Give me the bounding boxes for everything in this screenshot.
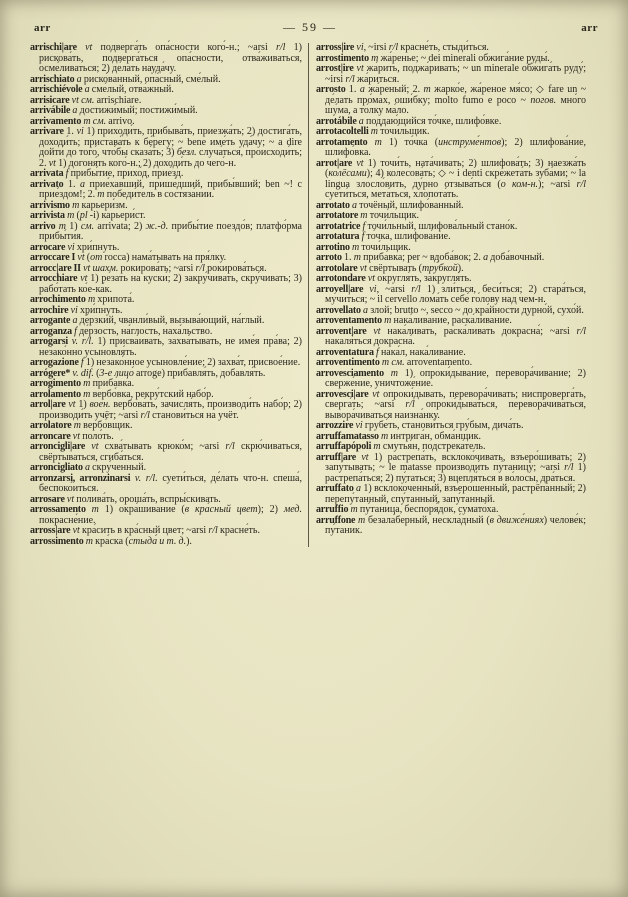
grammar-label: m [370, 126, 378, 137]
grammar-label: f [361, 231, 365, 242]
entry-headword: arrotondare [316, 273, 366, 284]
dictionary-entry: arroganza f де́рзость, на́глость, наха́льство. [30, 325, 213, 337]
dictionary-entry: arrógere* v. dif. (3-е лицо́ arroge) прибавля́ть, добавля́ть. [30, 367, 266, 379]
running-head-right: arr [581, 22, 598, 34]
entry-headword: arrógere* [30, 367, 71, 379]
entry-headword: arroventamento [316, 315, 382, 326]
entry-headword: arroto [316, 252, 342, 263]
grammar-label: a [363, 304, 369, 316]
dictionary-entry: arrivato 1. a прие́хавший, прише́дший, прибы́вший; ben ~! с прие́здом!; 2. m победи́тель в состяза́нии. [30, 178, 302, 200]
entry-headword: arrogarsi [30, 336, 69, 347]
entry-headword: arrischi|are [30, 42, 77, 53]
grammar-label: vi [356, 42, 364, 53]
dictionary-entry: arrovell|are vi, ~arsi r/l 1) зли́ться, беси́ться; 2) стара́ться, му́читься; ~ il cervello лома́ть себе́ го́лову над чем-н. [316, 283, 587, 305]
dictionary-entry: arruffamatasso m интрига́н, обма́нщик. [316, 430, 481, 442]
grammar-label: r/l [275, 42, 286, 53]
dictionary-entry: arroventimento m см. arroventamento. [316, 357, 473, 368]
dictionary-entry: arroncare vt поло́ть. [30, 430, 114, 442]
entry-headword: arrocchiare [30, 273, 78, 284]
grammar-label: m [67, 210, 75, 221]
dictionary-entry: arrotacoltelli m точи́льщик. [316, 126, 430, 137]
entry-headword: arronzarsi, arronzinarsi [30, 472, 131, 484]
entry-headword: arrossamento [30, 504, 86, 515]
grammar-label: m [360, 210, 368, 221]
dictionary-entry: arroto 1. m приба́вка; per ~ вдоба́вок; 2. a доба́вочный. [316, 252, 545, 263]
entry-headword: arrochimento [30, 294, 86, 305]
grammar-label: r/l [411, 283, 421, 295]
grammar-label: a [359, 84, 365, 95]
grammar-label: a [72, 105, 78, 116]
entry-headword: arrogimento [30, 378, 81, 389]
dictionary-entry: arrosto 1. a жа́реный; 2. m жарко́е, жа́реное мя́со; ◇ fare un ~ де́лать про́мах, оши́бку; molto fumo e poco ~ погов. мно́го шу́ма, а то́лку ма́ло. [316, 84, 587, 116]
grammar-label: vt [80, 273, 88, 284]
entry-headword: arroganza [30, 325, 72, 337]
grammar-label: vt [356, 157, 364, 169]
dictionary-entry: arruff|are vt 1) растрепа́ть, всклоко́чивать, взъеро́шивать; 2) запу́тывать; ~ le matasse производи́ть пу́таницу; ~arsi r/l 1) растрепа́ться; 2) пу́таться; 3) вцепля́ться в во́лосы, дра́ться. [316, 451, 587, 484]
dictionary-entry: arrostimento m жа́ренье; ~ dei minerali обжига́ние руды́. [316, 52, 550, 64]
grammar-label: a [358, 115, 364, 127]
dictionary-entry: arrotino m точи́льщик. [316, 241, 411, 253]
grammar-label: m [423, 84, 431, 95]
dictionary-entry: arrossamento m 1) окра́шивание (в кра́сный цвет); 2) мед. покрасне́ние. [30, 504, 302, 526]
grammar-label: стыда́ и т. д. [128, 535, 187, 547]
grammar-label: инструме́нтов [438, 136, 502, 148]
entry-headword: arrotamento [316, 136, 368, 148]
grammar-label: r/l [576, 325, 586, 337]
grammar-label: m [358, 514, 366, 526]
page-number: — 59 — [283, 20, 337, 34]
dictionary-entry: arrot|are vt 1) точи́ть, ната́чивать; 2) шлифова́ть; 3) наезжа́ть (колёсами); 4) колесова́ть; ◇ ~ i denti скрежета́ть зуба́ми; ~ la lingua злосло́вить, ду́рно отзыва́ться (о ком-н.); ~arsi r/l суети́ться, мета́ться, хлопота́ть. [316, 157, 586, 200]
grammar-label: m [381, 357, 390, 368]
grammar-label: мед. [283, 504, 302, 515]
grammar-label: r/l [405, 399, 415, 410]
dictionary-entry: arroncigliato a скру́ченный. [30, 462, 147, 473]
dictionary-entry: arrotolare vt свёртывать (тру́бкой). [316, 262, 464, 274]
grammar-label: r/l [208, 525, 218, 536]
dictionary-entry: arronzarsi, arronzinarsi v. r/l. суети́ться, де́лать что-н. спеша́, беспоко́иться. [30, 472, 302, 494]
dictionary-entry: arrivábile a достижи́мый; постижи́мый. [30, 105, 198, 116]
entry-headword: arrocc|are II [30, 262, 81, 274]
entry-headword: arrovell|are [316, 283, 364, 295]
grammar-label: m [350, 504, 358, 515]
entry-headword: arrovellato [316, 304, 361, 316]
dictionary-entry: arrovesci|are vt опроки́дывать, перевора́чивать; ниспроверга́ть, сверга́ть; ~arsi r/l опроки́дываться, перевора́чиваться, вывора́чиваться наизна́нку. [316, 388, 587, 421]
dictionary-entry: arrivamento m см. arrivo. [30, 115, 135, 127]
grammar-label: от [90, 252, 103, 263]
entry-headword: arrotolare [316, 262, 358, 274]
grammar-label: f [375, 346, 379, 358]
grammar-label: a [84, 462, 90, 473]
entry-headword: arrivata [30, 168, 64, 179]
grammar-label: тру́бкой [421, 262, 458, 274]
entry-headword: arroventatura [316, 346, 374, 358]
dictionary-entry: arrogimento m приба́вка. [30, 378, 135, 389]
grammar-label: vt [72, 430, 81, 442]
entry-headword: arrossimento [30, 535, 84, 547]
grammar-label: a [483, 252, 489, 263]
grammar-label: m [83, 388, 91, 400]
grammar-label: ж.-д. [145, 220, 169, 232]
dictionary-entry: arross|ire vi, ~irsi r/l красне́ть, стыди́ться. [316, 42, 489, 53]
grammar-label: m [83, 378, 91, 389]
grammar-label: m [353, 252, 361, 263]
entry-headword: arroncigli|are [30, 441, 86, 452]
dictionary-entry: arrischiato a риско́ванный, опа́сный, сме́лый. [30, 73, 221, 85]
grammar-label: m [72, 199, 80, 211]
entry-headword: arrivare [30, 126, 64, 137]
dictionary-entry: arroventamento m нака́ливание, раска́ливание. [316, 315, 512, 326]
dictionary-entry: arrogante a де́рзкий, чванли́вый, вызыва́ющий, на́глый. [30, 315, 265, 326]
grammar-label: m [373, 441, 381, 452]
dictionary-entry: arroncigli|are vt схва́тывать крюко́м; ~arsi r/l скрю́чиваться, свёртываться, сгиба́ться. [30, 441, 302, 463]
dictionary-entry: arrivare 1. vi 1) приходи́ть, прибыва́ть, приезжа́ть; 2) достига́ть, доходи́ть; пристава́ть к бе́регу; ~ bene име́ть уда́чу; ~ a dire дойти́ до того́, что́бы сказа́ть; 3) безл. случа́ться, происходи́ть; 2. vt 1) догоня́ть кого́-н.; 2) доходи́ть до чего́-н. [30, 126, 303, 169]
grammar-label: безл. [176, 147, 197, 158]
grammar-label: f [362, 220, 366, 232]
dictionary-entry: arrischiévole a сме́лый, отва́жный. [30, 84, 174, 95]
entry-headword: arrozzire [316, 420, 354, 431]
dictionary-entry: arruffato a 1) всклоко́ченный, взъеро́шенный, растрёпанный; 2) перепу́танный, спу́танный, запу́танный. [316, 483, 586, 505]
entry-headword: arrotato [316, 199, 350, 211]
entry-headword: arrolamento [30, 388, 81, 400]
grammar-label: см. [80, 220, 95, 232]
two-column-body [30, 43, 602, 547]
entry-headword: arruffapópoli [316, 441, 372, 452]
grammar-label: m [384, 315, 392, 326]
grammar-label: погов. [530, 94, 557, 106]
entry-headword: arroncigliato [30, 462, 83, 473]
grammar-label: r/l [576, 178, 586, 190]
entry-headword: arrischiato [30, 73, 75, 85]
grammar-label: см. [81, 94, 95, 106]
entry-headword: arrivismo [30, 199, 70, 211]
grammar-label: vt [356, 63, 364, 74]
entry-headword: arrivábile [30, 105, 71, 116]
grammar-label: r/l [225, 441, 235, 452]
grammar-label: vt [71, 94, 79, 106]
grammar-label: vi [70, 304, 78, 316]
grammar-label: f [65, 168, 69, 179]
dictionary-entry: arrovesciamento m 1) опроки́дывание, перевора́чивание; 2) сверже́ние, уничтоже́ние. [316, 367, 586, 389]
grammar-label: vi [355, 420, 363, 431]
entry-headword: arrovesci|are [316, 388, 369, 400]
grammar-label: m [87, 294, 96, 305]
grammar-label: m [83, 115, 91, 127]
grammar-label: m [97, 189, 105, 200]
grammar-label: vt [68, 399, 76, 410]
grammar-label: vt [359, 262, 367, 274]
grammar-label: 3-е лицо́ [99, 367, 134, 379]
grammar-label: r/l [345, 73, 355, 85]
entry-headword: arrotatore [316, 210, 359, 221]
entry-headword: arrischiévole [30, 84, 83, 95]
grammar-label: vt [85, 42, 93, 53]
grammar-label: m [351, 241, 360, 253]
dictionary-entry: arrotondare vt округля́ть, закругля́ть. [316, 273, 472, 284]
dictionary-entry: arrotatore m точи́льщик. [316, 210, 420, 221]
grammar-label: шахм. [92, 262, 119, 274]
grammar-label: a [80, 178, 85, 190]
column-right [308, 43, 586, 547]
dictionary-entry: arrivo m 1) см. arrivata; 2) ж.-д. прибы́тие поездо́в; платфо́рма прибы́тия. [30, 220, 302, 242]
entry-headword: arross|are [30, 525, 71, 536]
dictionary-entry: arruffio m пу́таница, беспоря́док, сумато́ха. [316, 504, 499, 515]
entry-headword: arrovent|are [316, 325, 367, 337]
grammar-label: vt [373, 325, 381, 337]
dictionary-entry: arrivista m (pl -i) карьери́ст. [30, 210, 146, 221]
dictionary-entry: arrotato a точёный, шлифо́ванный. [316, 199, 464, 211]
grammar-label: r/l [564, 462, 574, 473]
entry-headword: arroventimento [316, 357, 380, 368]
grammar-label: r/l [388, 42, 399, 53]
grammar-label: f [74, 325, 77, 337]
dictionary-entry: arrisicare vt см. arrischiare. [30, 94, 142, 106]
grammar-label: vt [66, 493, 75, 505]
dictionary-entry: arroventatura f нака́л, нака́ливание. [316, 346, 466, 358]
dictionary-entry: arrischi|are vt подверга́ть опа́сности кого́-н.; ~arsi r/l 1) рискова́ть, подверга́ться опа́сности, отва́живаться, осме́ливаться; 2) де́лать науда́чу. [30, 42, 303, 74]
grammar-label: m [374, 136, 382, 148]
grammar-label: vt [77, 252, 85, 263]
entry-headword: arrotino [316, 241, 350, 253]
grammar-label: vt [48, 157, 56, 169]
entry-headword: arrotábile [316, 115, 357, 127]
grammar-label: в кра́сный цвет [184, 504, 258, 515]
entry-headword: arruffato [316, 483, 354, 494]
dictionary-entry: arrost|ire vt жа́рить, поджа́ривать; ~ un minerale обжига́ть руду́; ~irsi r/l жа́риться. [316, 63, 586, 85]
grammar-label: v. r/l. [71, 336, 94, 347]
dictionary-entry: arrol|are vt 1) воен. вербова́ть, зачисля́ть, производи́ть набо́р; 2) производи́ть учёт; ~arsi r/l станови́ться на учёт. [30, 399, 303, 421]
entry-headword: arrosare [30, 493, 65, 505]
dictionary-entry: arross|are vt кра́сить в кра́сный цвет; ~arsi r/l красне́ть. [30, 525, 260, 536]
entry-headword: arroccare I [30, 252, 76, 263]
entry-headword: arross|ire [316, 42, 355, 53]
grammar-label: воен. [89, 399, 111, 410]
dictionary-entry: arrovent|are vt нака́ливать, раска́ливать докрасна́; ~arsi r/l накаля́ться докрасна́. [316, 325, 586, 347]
dictionary-entry: arruffone m безала́берный, нескла́дный (в движе́ниях) челове́к; пу́таник. [316, 514, 586, 536]
grammar-label: колёсами [328, 168, 367, 179]
entry-headword: arrivato [30, 178, 64, 190]
entry-headword: arroncare [30, 430, 71, 442]
grammar-label: vt [91, 441, 99, 452]
dictionary-entry: arrotamento m 1) то́чка (инструме́нтов); 2) шлифова́ние, шлифо́вка. [316, 136, 587, 158]
entry-headword: arrotatrice [316, 220, 361, 232]
dictionary-entry: arrovellato a злой; brutto ~, secco ~ до кра́йности дурно́й, сухо́й. [316, 304, 584, 316]
grammar-label: a [84, 84, 90, 95]
entry-headword: arrostimento [316, 52, 369, 64]
dictionary-entry: arrochire vi хри́пнуть. [30, 304, 123, 316]
grammar-label: f [80, 357, 84, 368]
column-left [30, 43, 308, 547]
grammar-label: r/l [140, 409, 150, 421]
entry-headword: arrot|are [316, 157, 353, 169]
grammar-label: vt [372, 388, 380, 400]
dictionary-entry: arrotatura f то́чка, шлифова́ние. [316, 231, 451, 242]
grammar-label: pl [79, 210, 88, 221]
grammar-label: в движе́ниях [489, 514, 544, 526]
grammar-label: см. [92, 115, 107, 127]
dictionary-entry: arruffapópoli m смутья́н, подстрека́тель. [316, 441, 486, 452]
grammar-label: v. dif. [72, 367, 94, 379]
grammar-label: см. [391, 357, 405, 368]
entry-headword: arrocare [30, 241, 66, 253]
grammar-label: a [72, 315, 78, 326]
entry-headword: arrol|are [30, 399, 66, 410]
dictionary-entry: arrozzire vi грубе́ть, станови́ться гру́бым, дича́ть. [316, 420, 524, 431]
grammar-label: vi [76, 126, 84, 137]
entry-headword: arrivo [30, 220, 56, 232]
dictionary-entry: arrosare vt полива́ть, ороша́ть, вспры́скивать. [30, 493, 221, 505]
dictionary-entry: arroccare I vt (от rocca) нама́тывать на пря́лку. [30, 252, 227, 263]
entry-headword: arrolatore [30, 420, 72, 431]
grammar-label: о ком-н. [500, 178, 539, 190]
entry-headword: arrivista [30, 210, 65, 221]
grammar-label: vt [361, 451, 369, 463]
entry-headword: arrochire [30, 304, 69, 316]
grammar-label: vi [369, 283, 377, 295]
dictionary-entry: arrotábile a поддаю́щийся то́чке, шлифо́вке. [316, 115, 502, 127]
dictionary-entry: arrogarsi v. r/l. 1) присва́ивать, захва́тывать, не име́я пра́ва; 2) незако́нно усыновля́ть. [30, 336, 302, 358]
grammar-label: r/l [195, 262, 205, 274]
grammar-label: vi [67, 241, 75, 253]
grammar-label: vt [72, 525, 80, 536]
grammar-label: m [58, 220, 66, 232]
entry-headword: arrogazione [30, 357, 79, 368]
grammar-label: m [371, 52, 379, 64]
entry-headword: arrovesciamento [316, 367, 384, 379]
dictionary-entry: arrivismo m карьери́зм. [30, 199, 128, 211]
grammar-label: vt [367, 273, 376, 284]
dictionary-entry: arrocchiare vt 1) ре́зать на куски́; 2) закру́чивать, скру́чивать; 3) рабо́тать ко́е-ка́к. [30, 273, 302, 295]
entry-headword: arrogante [30, 315, 71, 326]
entry-headword: arruffio [316, 504, 349, 515]
running-head-left: arr [34, 22, 51, 34]
entry-headword: arrost|ire [316, 63, 354, 74]
entry-headword: arrotacoltelli [316, 126, 369, 137]
dictionary-entry: arrocc|are II vt шахм. рокирова́ть; ~arsi r/l рокирова́ться. [30, 262, 267, 274]
grammar-label: vt [83, 262, 91, 274]
entry-headword: arrosto [316, 84, 346, 95]
grammar-label: a [76, 73, 82, 85]
running-head [30, 14, 602, 43]
entry-headword: arrotatura [316, 231, 360, 242]
dictionary-entry: arrocare vi хри́пнуть. [30, 241, 120, 253]
grammar-label: m [91, 504, 99, 515]
entry-headword: arruff|are [316, 451, 356, 463]
entry-headword: arruffone [316, 514, 356, 526]
dictionary-entry: arrossimento m кра́ска (стыда́ и т. д.). [30, 535, 192, 547]
grammar-label: v. r/l. [134, 472, 158, 484]
dictionary-entry: arrochimento m хрипота́. [30, 294, 135, 305]
dictionary-entry: arrivata f прибы́тие, прихо́д, прие́зд. [30, 168, 184, 179]
grammar-label: m [390, 367, 398, 379]
dictionary-entry: arrogazione f 1) незако́нное усыновле́ние; 2) захва́т, присвое́ние. [30, 357, 301, 368]
entry-headword: arrivamento [30, 115, 82, 127]
entry-headword: arrisicare [30, 94, 70, 106]
grammar-label: m [85, 535, 93, 547]
grammar-label: a [351, 199, 357, 211]
dictionary-entry: arrolatore m вербо́вщик. [30, 420, 133, 431]
entry-headword: arruffamatasso [316, 430, 379, 442]
dictionary-entry: arrotatrice f точи́льный, шлифова́льный стано́к. [316, 220, 518, 232]
grammar-label: m [380, 430, 389, 442]
grammar-label: a [356, 483, 362, 494]
dictionary-entry: arrolamento m вербо́вка, рекру́тский набо́р. [30, 388, 214, 400]
grammar-label: m [73, 420, 81, 431]
